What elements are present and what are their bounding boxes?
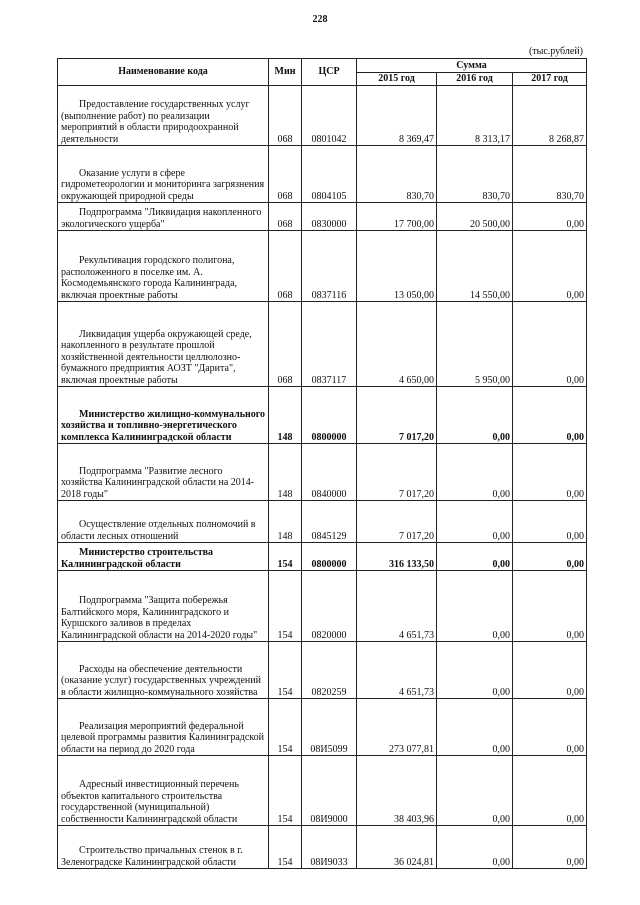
row-min: 148 — [269, 387, 302, 444]
row-min: 154 — [269, 826, 302, 869]
row-name — [58, 571, 269, 642]
row-value-2017: 0,00 — [513, 543, 587, 571]
row-value-2015: 4 651,73 — [357, 571, 437, 642]
table-row — [58, 756, 587, 826]
row-csr: 0801042 — [302, 86, 357, 146]
header-2017: 2017 год — [513, 73, 587, 86]
table-row — [58, 203, 587, 231]
row-csr: 0804105 — [302, 146, 357, 203]
row-name — [58, 699, 269, 756]
header-csr: ЦСР — [302, 59, 357, 86]
row-value-2016: 0,00 — [437, 444, 513, 501]
header-min: Мин — [269, 59, 302, 86]
row-min: 068 — [269, 146, 302, 203]
row-name — [58, 756, 269, 826]
row-min: 148 — [269, 444, 302, 501]
row-name — [58, 543, 269, 571]
table-row — [58, 826, 587, 869]
row-name-text: Подпрограмма "Ликвидация накопленного экологического ущерба" — [61, 207, 262, 230]
row-value-2017: 830,70 — [513, 146, 587, 203]
row-value-2016: 0,00 — [437, 501, 513, 543]
row-min: 148 — [269, 501, 302, 543]
row-value-2017: 0,00 — [513, 699, 587, 756]
row-csr: 0830000 — [302, 203, 357, 231]
row-value-2016: 5 950,00 — [437, 302, 513, 387]
row-min: 068 — [269, 86, 302, 146]
budget-table — [57, 58, 587, 869]
row-value-2017: 0,00 — [513, 756, 587, 826]
row-value-2015: 38 403,96 — [357, 756, 437, 826]
row-min: 068 — [269, 203, 302, 231]
header-2015: 2015 год — [357, 73, 437, 86]
table-row — [58, 543, 587, 571]
table-row — [58, 571, 587, 642]
row-name — [58, 146, 269, 203]
table-row — [58, 231, 587, 302]
row-value-2016: 0,00 — [437, 756, 513, 826]
row-name — [58, 642, 269, 699]
row-csr: 0837117 — [302, 302, 357, 387]
table-row — [58, 387, 587, 444]
row-name — [58, 86, 269, 146]
row-value-2015: 4 651,73 — [357, 642, 437, 699]
row-value-2015: 273 077,81 — [357, 699, 437, 756]
row-name — [58, 444, 269, 501]
row-name-text: Расходы на обеспечение деятельности (оказание услуг) государственных учреждений в области жилищно-коммунального хозяйства — [61, 663, 261, 698]
row-value-2016: 830,70 — [437, 146, 513, 203]
table-row — [58, 501, 587, 543]
table-body — [58, 86, 587, 869]
row-csr: 0837116 — [302, 231, 357, 302]
row-min: 154 — [269, 699, 302, 756]
row-value-2015: 13 050,00 — [357, 231, 437, 302]
row-value-2016: 8 313,17 — [437, 86, 513, 146]
table-row — [58, 86, 587, 146]
row-csr: 0840000 — [302, 444, 357, 501]
table-row — [58, 642, 587, 699]
row-value-2016: 0,00 — [437, 387, 513, 444]
header-name: Наименование кода — [58, 59, 269, 86]
row-value-2015: 316 133,50 — [357, 543, 437, 571]
row-name — [58, 501, 269, 543]
row-value-2016: 20 500,00 — [437, 203, 513, 231]
row-csr: 0800000 — [302, 387, 357, 444]
row-value-2017: 0,00 — [513, 501, 587, 543]
row-value-2017: 8 268,87 — [513, 86, 587, 146]
row-name-text: Подпрограмма "Развитие лесного хозяйства Калининградской области на 2014-2018 годы" — [61, 465, 255, 500]
row-value-2015: 4 650,00 — [357, 302, 437, 387]
row-csr: 08И9000 — [302, 756, 357, 826]
row-value-2016: 0,00 — [437, 642, 513, 699]
row-value-2017: 0,00 — [513, 571, 587, 642]
row-min: 154 — [269, 642, 302, 699]
row-value-2016: 14 550,00 — [437, 231, 513, 302]
row-value-2015: 830,70 — [357, 146, 437, 203]
row-value-2015: 7 017,20 — [357, 501, 437, 543]
row-value-2015: 7 017,20 — [357, 444, 437, 501]
row-name — [58, 302, 269, 387]
row-csr: 0800000 — [302, 543, 357, 571]
row-csr: 0820259 — [302, 642, 357, 699]
row-name-text: Оказание услуги в сфере гидрометеорологии и мониторинга загрязнения окружающей природной среды — [61, 167, 265, 202]
row-csr: 0820000 — [302, 571, 357, 642]
row-csr: 0845129 — [302, 501, 357, 543]
table-row — [58, 146, 587, 203]
row-value-2016: 0,00 — [437, 699, 513, 756]
row-name-text: Строительство причальных стенок в г. Зеленоградске Калининградской области — [61, 845, 243, 868]
row-name-text: Министерство жилищно-коммунального хозяйства и топливно-энергетического комплекса Калининградской области — [61, 408, 266, 443]
row-value-2017: 0,00 — [513, 826, 587, 869]
row-name-text: Ликвидация ущерба окружающей среде, накопленного в результате прошлой хозяйственной деятельности целлюлозно-бумажного предприятия АОЗТ "Дарита", включая проектные работы — [61, 328, 252, 386]
table-row — [58, 444, 587, 501]
row-value-2017: 0,00 — [513, 444, 587, 501]
row-min: 068 — [269, 231, 302, 302]
row-value-2016: 0,00 — [437, 543, 513, 571]
row-value-2017: 0,00 — [513, 203, 587, 231]
row-value-2015: 8 369,47 — [357, 86, 437, 146]
row-name-text: Реализация мероприятий федеральной целевой программы развития Калининградской области на период до 2020 года — [61, 720, 265, 755]
header-sum: Сумма — [357, 59, 587, 73]
row-value-2017: 0,00 — [513, 387, 587, 444]
row-value-2017: 0,00 — [513, 302, 587, 387]
row-value-2015: 17 700,00 — [357, 203, 437, 231]
row-value-2016: 0,00 — [437, 571, 513, 642]
row-name — [58, 826, 269, 869]
row-min: 068 — [269, 302, 302, 387]
table-row — [58, 302, 587, 387]
row-min: 154 — [269, 571, 302, 642]
row-name — [58, 203, 269, 231]
header-2016: 2016 год — [437, 73, 513, 86]
row-name-text: Министерство строительства Калининградской области — [61, 547, 214, 570]
units-label: (тыс.рублей) — [528, 46, 583, 57]
row-value-2017: 0,00 — [513, 642, 587, 699]
row-csr: 08И5099 — [302, 699, 357, 756]
row-min: 154 — [269, 756, 302, 826]
row-name-text: Адресный инвестиционный перечень объектов капитального строительства государственной (муниципальной) собственности Калининградской области — [61, 779, 239, 825]
row-name-text: Рекультивация городского полигона, расположенного в поселке им. А. Космодемьянского города Калининграда, включая проектные работы — [61, 255, 238, 301]
row-csr: 08И9033 — [302, 826, 357, 869]
row-name-text: Осуществление отдельных полномочий в области лесных отношений — [61, 519, 256, 542]
row-value-2015: 7 017,20 — [357, 387, 437, 444]
table-row — [58, 699, 587, 756]
row-value-2015: 36 024,81 — [357, 826, 437, 869]
row-name — [58, 387, 269, 444]
row-name-text: Подпрограмма "Защита побережья Балтийского моря, Калининградского и Куршского заливов в пределах Калининградской области на 2014-2020 годы" — [61, 595, 258, 641]
row-name — [58, 231, 269, 302]
row-value-2016: 0,00 — [437, 826, 513, 869]
row-value-2017: 0,00 — [513, 231, 587, 302]
row-name-text: Предоставление государственных услуг (выполнение работ) по реализации мероприятий в области природоохранной деятельности — [61, 99, 250, 145]
page-number: 228 — [312, 14, 328, 25]
row-min: 154 — [269, 543, 302, 571]
